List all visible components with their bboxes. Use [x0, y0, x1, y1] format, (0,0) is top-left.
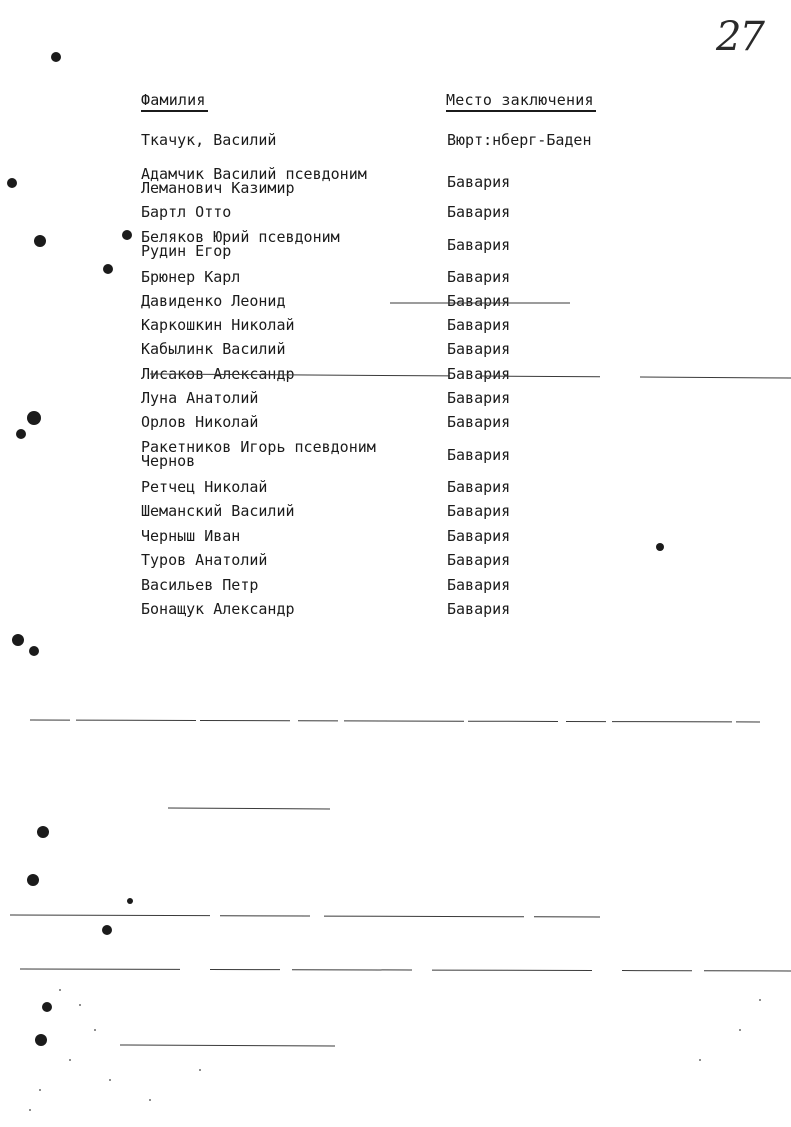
- place-cell: Бавария: [447, 413, 511, 431]
- place-cell: Вюрт:нберг-Баден: [447, 131, 592, 149]
- place-cell: Бавария: [447, 446, 511, 464]
- place-cell: Бавария: [447, 389, 511, 407]
- place-cell: Бавария: [447, 236, 511, 254]
- place-cell: Бавария: [447, 173, 511, 191]
- place-cell: Бавария: [447, 316, 511, 334]
- surname-line: Васильев Петр: [141, 576, 259, 594]
- surname-line: Луна Анатолий: [141, 389, 259, 407]
- place-cell: Бавария: [447, 292, 511, 310]
- surname-line: Леманович Казимир: [141, 179, 295, 197]
- surname-line: Черныш Иван: [141, 527, 241, 545]
- surname-line: Бартл Отто: [141, 203, 232, 221]
- place-cell: Бавария: [447, 600, 511, 618]
- place-cell: Бавария: [447, 502, 511, 520]
- column-header-place: Место заключения: [446, 91, 594, 109]
- surname-line: Беляков Юрий псевдоним: [141, 228, 340, 246]
- surname-line: Бонащук Александр: [141, 600, 295, 618]
- surname-line: Кабылинк Василий: [141, 340, 286, 358]
- place-cell: Бавария: [447, 527, 511, 545]
- surname-line: Брюнер Карл: [141, 268, 241, 286]
- surname-line: Туров Анатолий: [141, 551, 268, 569]
- place-cell: Бавария: [447, 203, 511, 221]
- surname-line: Каркошкин Николай: [141, 316, 295, 334]
- place-cell: Бавария: [447, 340, 511, 358]
- surname-line: Шеманский Василий: [141, 502, 295, 520]
- place-cell: Бавария: [447, 478, 511, 496]
- surname-line: Лисаков Александр: [141, 365, 295, 383]
- surname-line: Ретчец Николай: [141, 478, 268, 496]
- surname-line: Давиденко Леонид: [141, 292, 286, 310]
- surname-line: Орлов Николай: [141, 413, 259, 431]
- place-cell: Бавария: [447, 365, 511, 383]
- place-cell: Бавария: [447, 576, 511, 594]
- surname-line: Ракетников Игорь псевдоним: [141, 438, 376, 456]
- place-cell: Бавария: [447, 551, 511, 569]
- surname-line: Рудин Егор: [141, 242, 232, 260]
- surname-line: Чернов: [141, 452, 196, 470]
- column-header-surname: Фамилия: [141, 91, 206, 109]
- page-number: 27: [716, 14, 763, 60]
- place-cell: Бавария: [447, 268, 511, 286]
- surname-line: Ткачук, Василий: [141, 131, 277, 149]
- surname-line: Адамчик Василий псевдоним: [141, 165, 367, 183]
